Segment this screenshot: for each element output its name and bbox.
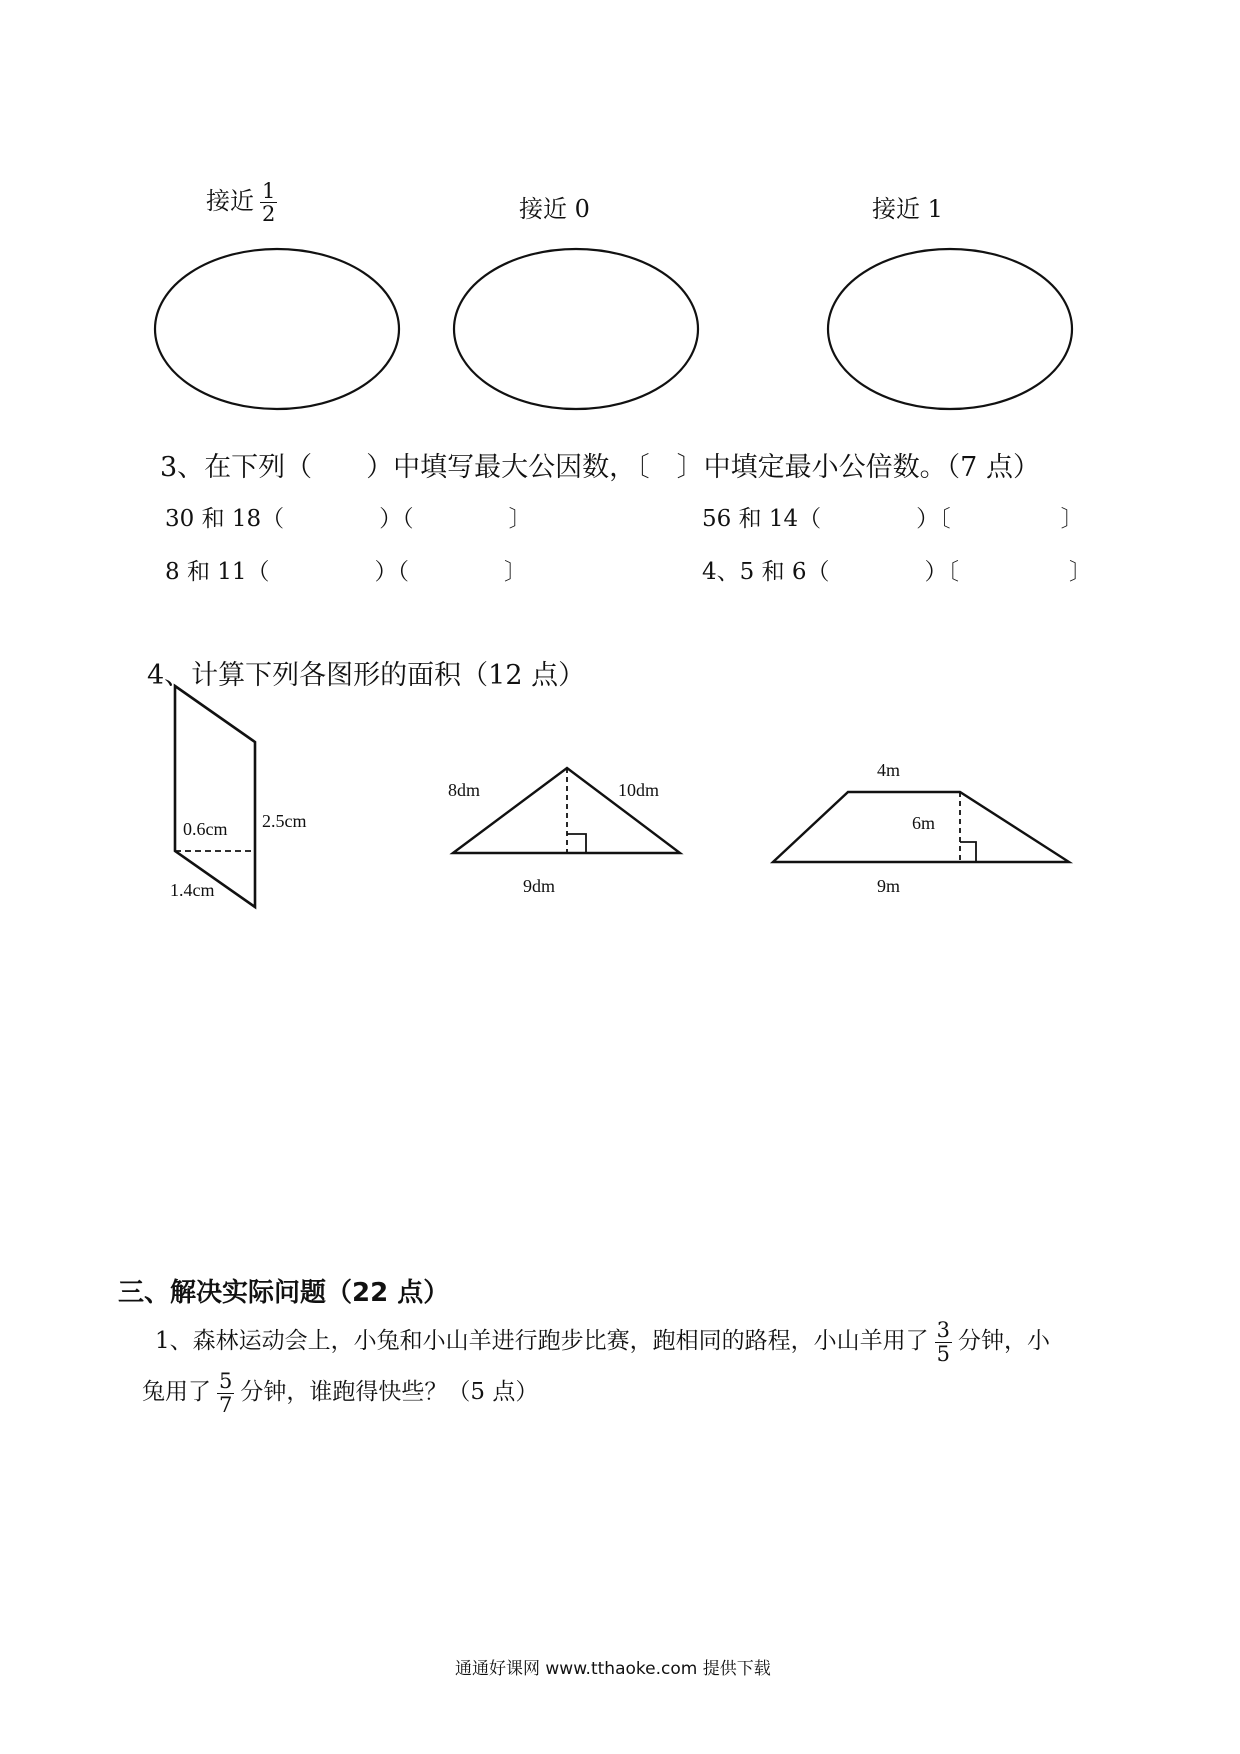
section-3-problem-1-line-2 xyxy=(142,1363,538,1421)
q3-row-4-end: 〕 xyxy=(1069,559,1093,585)
q3-row-1-label: 30 和 18（ xyxy=(165,506,285,532)
triangle-left-side-label: 8dm xyxy=(448,780,481,800)
fraction-three-fifths xyxy=(935,1319,952,1364)
fraction-half-denominator: 2 xyxy=(262,202,276,227)
q4-title: 4、计算下列各图形的面积（12 点） xyxy=(147,660,586,691)
q3-row-4 xyxy=(702,553,1092,586)
q3-row-3-label: 8 和 11（ xyxy=(165,559,270,585)
parallelogram-side-label: 2.5cm xyxy=(262,811,307,831)
problem-1-text-d: 分钟，谁跑得快些？（5 点） xyxy=(240,1379,539,1405)
q3-title: 3、在下列（ ）中填写最大公因数，〔 〕中填定最小公倍数。（7 点） xyxy=(160,452,1040,483)
trapezoid-right-angle-mark xyxy=(960,842,976,862)
parallelogram-shape xyxy=(175,686,255,907)
trapezoid-top-label: 4m xyxy=(877,760,901,780)
trapezoid-height-label: 6m xyxy=(912,813,936,833)
triangle-base-label: 9dm xyxy=(523,876,556,896)
parallelogram-height-label: 0.6cm xyxy=(183,819,228,839)
label-near-one: 接近 1 xyxy=(872,195,943,223)
q3-row-2 xyxy=(702,500,1084,533)
ellipse-near-half xyxy=(155,249,399,409)
trapezoid-bottom-label: 9m xyxy=(877,876,901,896)
problem-1-text-a: 1、森林运动会上，小兔和小山羊进行跑步比赛，跑相同的路程，小山羊用了 xyxy=(155,1328,929,1354)
q3-row-2-label: 56 和 14（ xyxy=(702,506,822,532)
q3-row-1-end: 〕 xyxy=(508,506,532,532)
parallelogram-base-label: 1.4cm xyxy=(170,880,215,900)
fraction-five-sevenths xyxy=(217,1370,234,1415)
triangle-right-angle-mark xyxy=(567,834,586,853)
ellipse-near-zero xyxy=(454,249,698,409)
problem-1-text-c: 兔用了 xyxy=(142,1379,211,1405)
fraction-half-numerator: 1 xyxy=(262,179,276,203)
section-3-problem-1-line-1 xyxy=(155,1312,1050,1370)
fraction-three-fifths-denominator: 5 xyxy=(936,1341,951,1366)
q3-row-1-mid: ）（ xyxy=(379,506,414,532)
fraction-five-sevenths-numerator: 5 xyxy=(219,1369,233,1394)
triangle-right-side-label: 10dm xyxy=(618,780,660,800)
q3-row-3-mid: ）（ xyxy=(374,559,410,585)
page-footer: 通通好课网 www.tthaoke.com 提供下载 xyxy=(455,1659,771,1679)
section-3-heading: 三、解决实际问题（22 点） xyxy=(118,1278,450,1308)
q3-row-4-mid: ）〔 xyxy=(924,559,960,585)
fraction-three-fifths-numerator: 3 xyxy=(936,1318,951,1343)
fraction-five-sevenths-denominator: 7 xyxy=(219,1392,233,1417)
label-near-half-text: 接近 xyxy=(206,187,254,216)
q3-row-4-label: 4、5 和 6（ xyxy=(702,559,830,585)
ellipse-near-one xyxy=(828,249,1072,409)
q3-row-3-end: 〕 xyxy=(504,559,528,585)
q3-row-1 xyxy=(165,500,532,533)
problem-1-text-b: 分钟，小 xyxy=(958,1328,1051,1354)
q3-row-2-mid: ）〔 xyxy=(916,506,951,532)
q3-row-3 xyxy=(165,553,527,586)
label-near-zero: 接近 0 xyxy=(519,195,590,223)
q3-row-2-end: 〕 xyxy=(1060,506,1084,532)
